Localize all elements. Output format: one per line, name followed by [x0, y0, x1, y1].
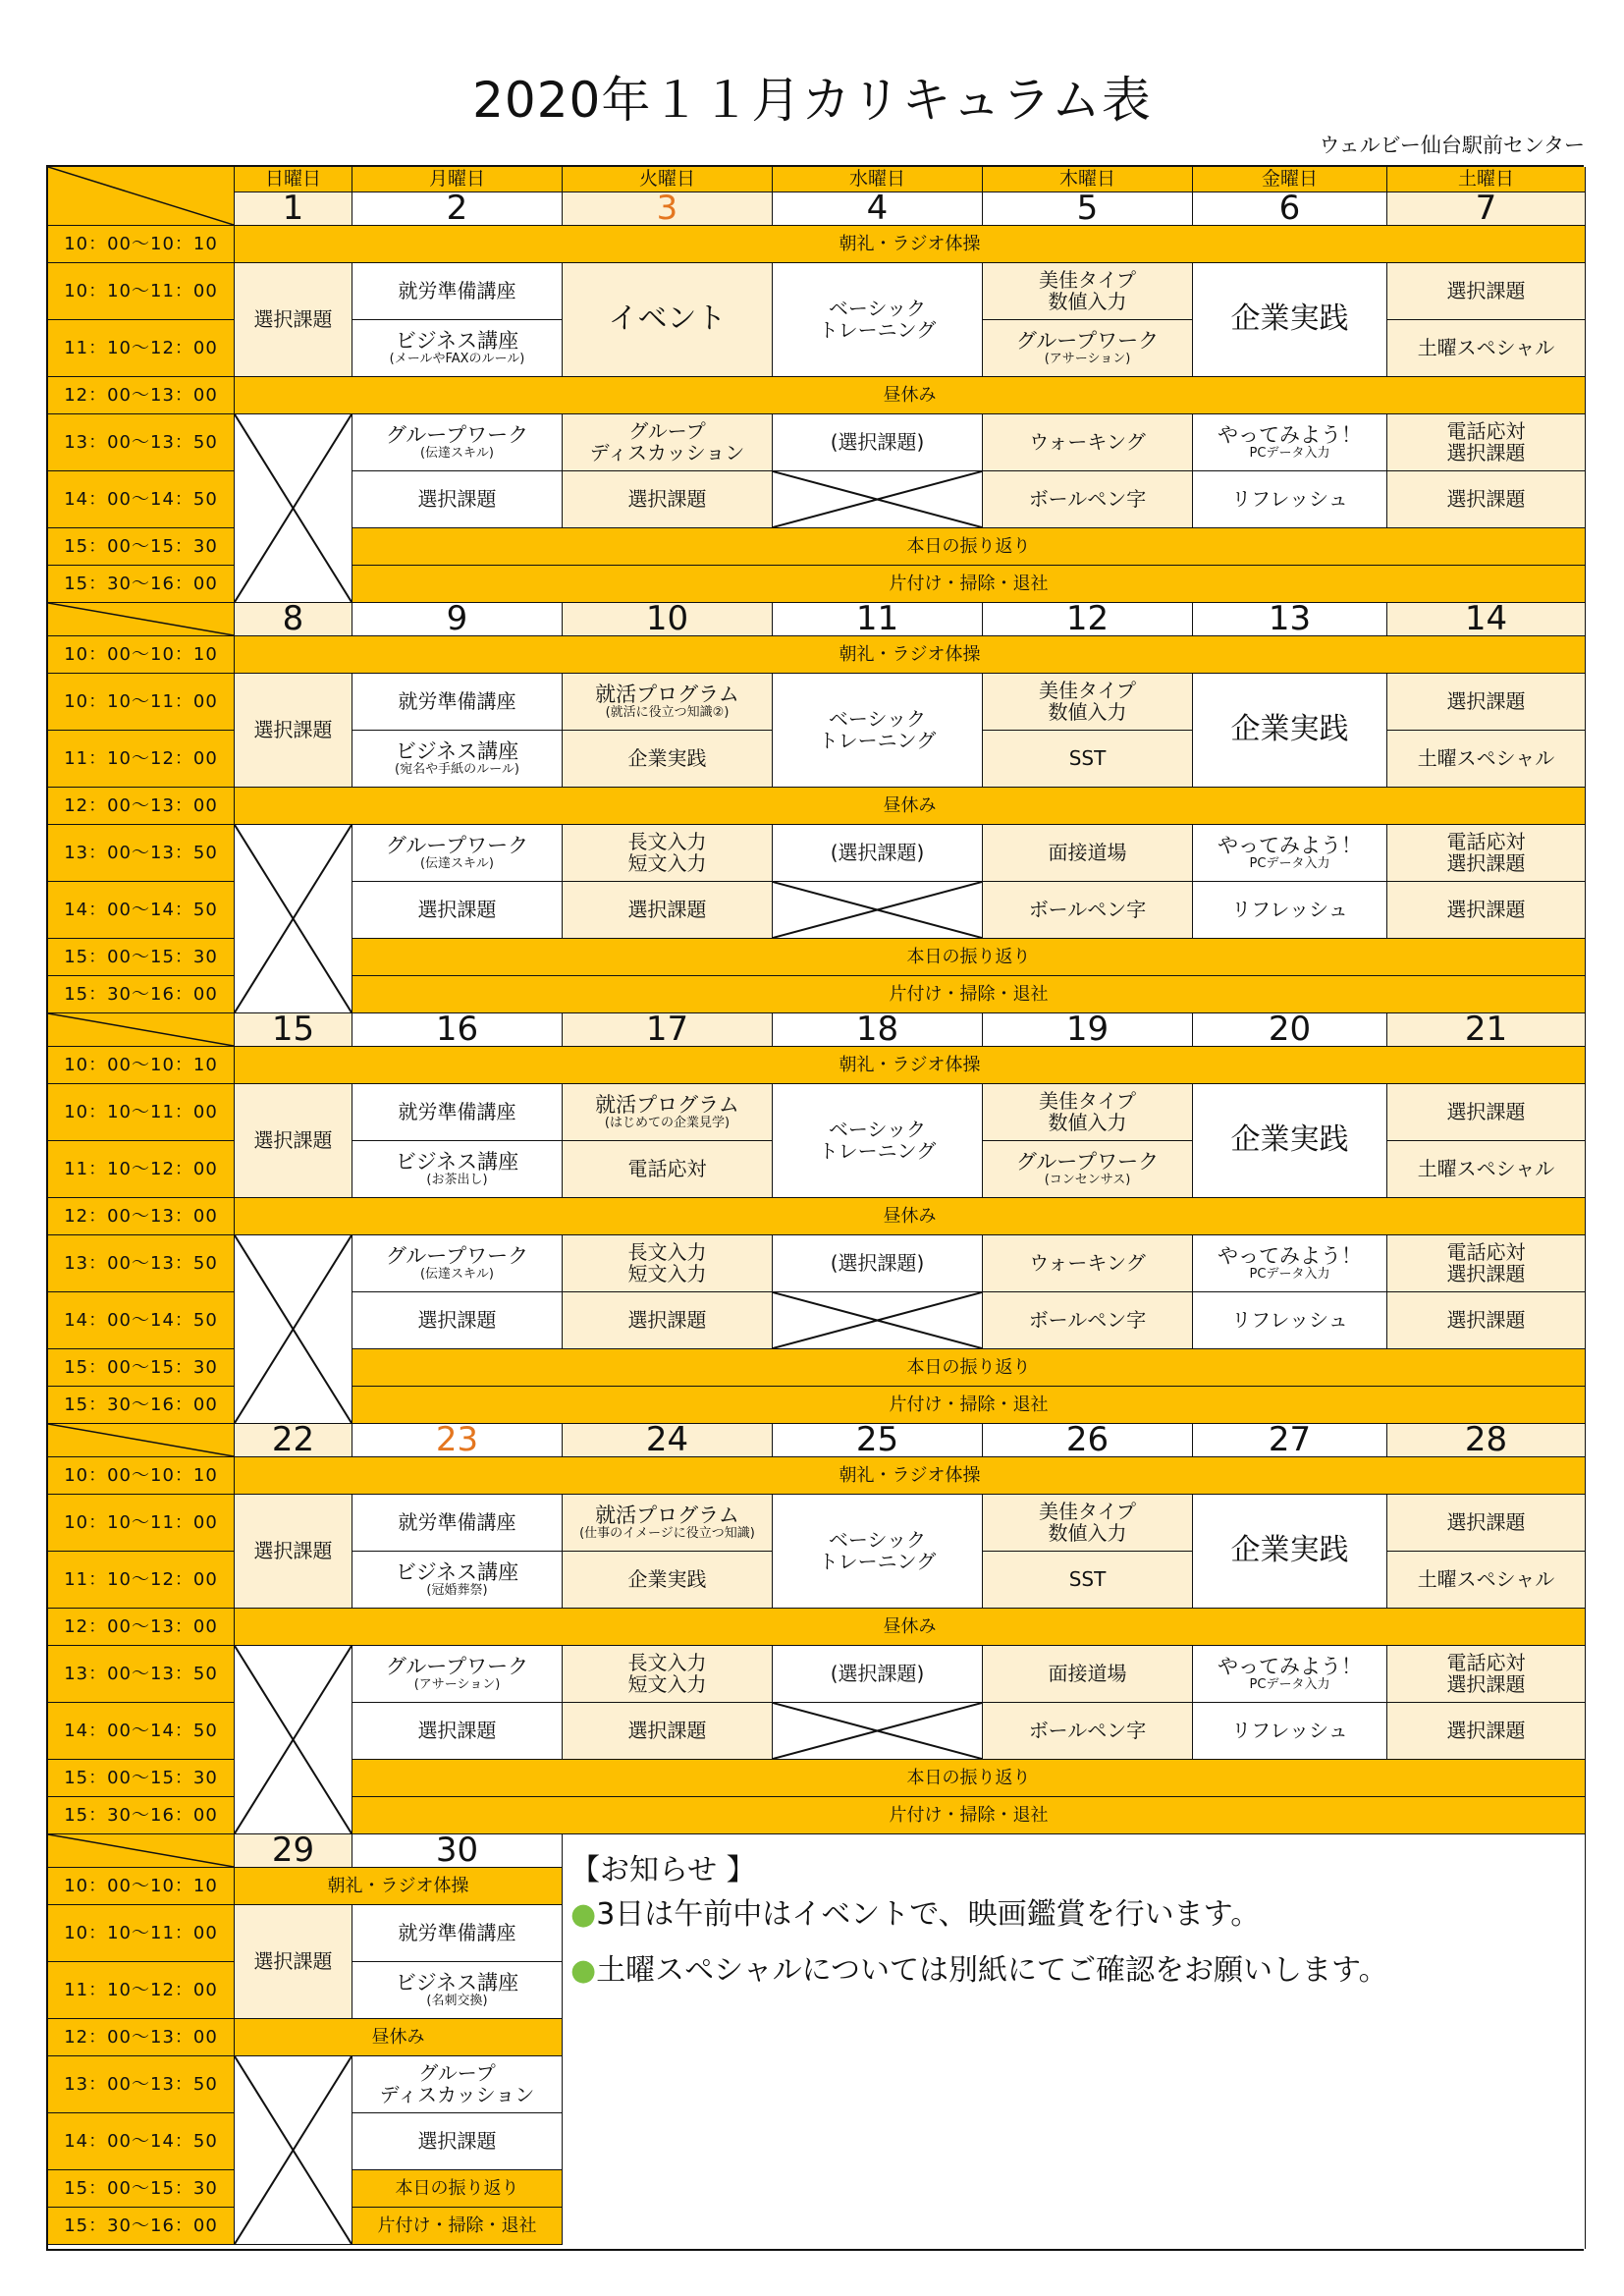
week2-corner-cell — [48, 603, 235, 636]
week4-wed-slot3: (選択課題) — [773, 1646, 983, 1703]
week1-thu-slot3: ウォーキング — [983, 414, 1193, 471]
week3-date-2: 16 — [352, 1013, 563, 1047]
week1-fri-slot3-title: やってみよう！ — [1218, 423, 1362, 448]
notice-item — [570, 1948, 1388, 1993]
week4-tue-slot1-title: 就活プログラム — [595, 1503, 739, 1528]
week2-wed-morning: ベーシック トレーニング — [773, 674, 983, 788]
week4-tue-slot1 — [563, 1495, 773, 1552]
week2-time-t7: 15：00〜15：30 — [48, 939, 235, 976]
notice-item — [570, 1892, 1260, 1937]
week4-mon-slot2-title: ビジネス講座 — [395, 1560, 519, 1585]
week3-time-t7: 15：00〜15：30 — [48, 1349, 235, 1387]
week4-sun-afternoon-empty — [235, 1646, 352, 1834]
week2-band-morning: 朝礼・ラジオ体操 — [235, 636, 1586, 674]
week2-time-t4: 12：00〜13：00 — [48, 788, 235, 825]
week3-thu-slot2-note: (コンセンサス) — [1044, 1172, 1131, 1187]
week5-time-t2: 10：10〜11：00 — [48, 1905, 235, 1962]
weekday-2: 火曜日 — [563, 167, 773, 192]
week3-thu-slot3: ウォーキング — [983, 1235, 1193, 1292]
week3-time-t8: 15：30〜16：00 — [48, 1387, 235, 1424]
week3-date-7: 21 — [1387, 1013, 1586, 1047]
weekday-1: 月曜日 — [352, 167, 563, 192]
week4-tue-slot4: 選択課題 — [563, 1703, 773, 1760]
week4-thu-slot1: 美佳タイプ 数値入力 — [983, 1495, 1193, 1552]
week1-date-3: 3 — [563, 192, 773, 226]
notice-heading: 【お知らせ 】 — [570, 1853, 756, 1887]
corner-diagonal — [48, 1834, 234, 1867]
week3-fri-slot3-note: PCデータ入力 — [1249, 1266, 1330, 1282]
week3-sat-slot3: 電話応対 選択課題 — [1387, 1235, 1586, 1292]
week1-mon-slot3 — [352, 414, 563, 471]
week2-date-7: 14 — [1387, 603, 1586, 636]
week2-fri-slot4: リフレッシュ — [1193, 882, 1387, 939]
week1-fri-slot3-note: PCデータ入力 — [1249, 445, 1330, 461]
week3-date-3: 17 — [563, 1013, 773, 1047]
week1-sun-activity: 選択課題 — [235, 263, 352, 377]
week5-corner-cell — [48, 1834, 235, 1868]
week2-sat-slot1: 選択課題 — [1387, 674, 1586, 731]
week4-wed-slot4-empty-cross — [773, 1703, 982, 1759]
week3-mon-slot2 — [352, 1141, 563, 1198]
week1-time-t8: 15：30〜16：00 — [48, 566, 235, 603]
week2-time-t6: 14：00〜14：50 — [48, 882, 235, 939]
week2-mon-slot2-note: (宛名や手紙のルール) — [395, 761, 519, 777]
corner-diagonal — [48, 603, 234, 635]
week5-time-t3: 11：10〜12：00 — [48, 1962, 235, 2019]
week4-wed-morning: ベーシック トレーニング — [773, 1495, 983, 1609]
week1-wed-slot4-empty — [773, 471, 983, 528]
week5-date-1: 29 — [235, 1834, 352, 1868]
week1-thu-slot2 — [983, 320, 1193, 377]
week4-date-5: 26 — [983, 1424, 1193, 1457]
week4-band-lunch: 昼休み — [235, 1609, 1586, 1646]
week1-time-t1: 10：00〜10：10 — [48, 226, 235, 263]
week4-mon-slot3-note: (アサーション) — [413, 1676, 501, 1692]
week4-mon-slot3-title: グループワーク — [385, 1655, 529, 1679]
week2-sun-afternoon-empty — [235, 825, 352, 1013]
week2-date-5: 12 — [983, 603, 1193, 636]
week1-fri-slot4: リフレッシュ — [1193, 471, 1387, 528]
week5-time-t6: 14：00〜14：50 — [48, 2113, 235, 2170]
week3-sun-afternoon-empty-cross — [235, 1235, 352, 1423]
week2-sun-activity: 選択課題 — [235, 674, 352, 788]
week4-mon-slot4: 選択課題 — [352, 1703, 563, 1760]
week1-time-t6: 14：00〜14：50 — [48, 471, 235, 528]
week4-date-4: 25 — [773, 1424, 983, 1457]
week2-date-6: 13 — [1193, 603, 1387, 636]
week4-corner-cell — [48, 1424, 235, 1457]
week4-date-6: 27 — [1193, 1424, 1387, 1457]
weekday-3: 水曜日 — [773, 167, 983, 192]
week5-time-t5: 13：00〜13：50 — [48, 2056, 235, 2113]
week2-tue-slot1-note: (就活に役立つ知識②) — [605, 704, 730, 720]
week1-mon-slot3-title: グループワーク — [385, 423, 529, 448]
week4-fri-morning: 企業実践 — [1193, 1495, 1387, 1609]
week4-thu-slot4: ボールペン字 — [983, 1703, 1193, 1760]
week4-time-t1: 10：00〜10：10 — [48, 1457, 235, 1495]
week2-thu-slot4: ボールペン字 — [983, 882, 1193, 939]
week2-sun-afternoon-empty-cross — [235, 825, 352, 1012]
week1-mon-slot2-title: ビジネス講座 — [395, 329, 519, 354]
week2-band-review: 本日の振り返り — [352, 939, 1586, 976]
week3-tue-slot1-note: (はじめての企業見学) — [604, 1115, 731, 1130]
week1-thu-slot2-title: グループワーク — [1015, 329, 1160, 354]
week1-wed-slot3: (選択課題) — [773, 414, 983, 471]
weekday-5: 金曜日 — [1193, 167, 1387, 192]
week3-sat-slot4: 選択課題 — [1387, 1292, 1586, 1349]
week3-thu-slot2 — [983, 1141, 1193, 1198]
week2-mon-slot1: 就労準備講座 — [352, 674, 563, 731]
week2-sat-slot4: 選択課題 — [1387, 882, 1586, 939]
corner-cell — [48, 167, 235, 226]
week4-mon-slot3 — [352, 1646, 563, 1703]
week2-tue-slot4: 選択課題 — [563, 882, 773, 939]
week5-time-t4: 12：00〜13：00 — [48, 2019, 235, 2056]
week4-date-1: 22 — [235, 1424, 352, 1457]
week3-date-6: 20 — [1193, 1013, 1387, 1047]
week3-wed-slot3: (選択課題) — [773, 1235, 983, 1292]
week2-thu-slot3: 面接道場 — [983, 825, 1193, 882]
week2-mon-slot2 — [352, 731, 563, 788]
week4-time-t5: 13：00〜13：50 — [48, 1646, 235, 1703]
week3-fri-slot3 — [1193, 1235, 1387, 1292]
week3-mon-slot3-title: グループワーク — [385, 1244, 529, 1269]
week3-time-t4: 12：00〜13：00 — [48, 1198, 235, 1235]
week1-tue-morning: イベント — [563, 263, 773, 377]
week5-time-t8: 15：30〜16：00 — [48, 2208, 235, 2245]
week3-sun-activity: 選択課題 — [235, 1084, 352, 1198]
week4-time-t8: 15：30〜16：00 — [48, 1797, 235, 1834]
week3-thu-slot2-title: グループワーク — [1015, 1150, 1160, 1175]
week4-band-morning: 朝礼・ラジオ体操 — [235, 1457, 1586, 1495]
week1-mon-slot3-note: (伝達スキル) — [419, 445, 494, 461]
week3-sat-slot2: 土曜スペシャル — [1387, 1141, 1586, 1198]
week2-time-t5: 13：00〜13：50 — [48, 825, 235, 882]
week2-time-t1: 10：00〜10：10 — [48, 636, 235, 674]
week2-thu-slot2: SST — [983, 731, 1193, 788]
week4-date-7: 28 — [1387, 1424, 1586, 1457]
week5-mon-slot4: 選択課題 — [352, 2113, 563, 2170]
week1-fri-morning: 企業実践 — [1193, 263, 1387, 377]
week4-thu-slot3: 面接道場 — [983, 1646, 1193, 1703]
week4-fri-slot3 — [1193, 1646, 1387, 1703]
week4-sun-afternoon-empty-cross — [235, 1646, 352, 1833]
week2-mon-slot3 — [352, 825, 563, 882]
week2-fri-morning: 企業実践 — [1193, 674, 1387, 788]
week2-date-2: 9 — [352, 603, 563, 636]
week3-tue-slot4: 選択課題 — [563, 1292, 773, 1349]
week3-mon-slot3-note: (伝達スキル) — [419, 1266, 494, 1282]
week2-tue-slot2: 企業実践 — [563, 731, 773, 788]
week3-mon-slot4: 選択課題 — [352, 1292, 563, 1349]
week3-date-4: 18 — [773, 1013, 983, 1047]
weekday-0: 日曜日 — [235, 167, 352, 192]
week2-band-lunch: 昼休み — [235, 788, 1586, 825]
week1-wed-slot4-empty-cross — [773, 471, 982, 527]
week5-band-cleanup: 片付け・掃除・退社 — [352, 2208, 563, 2245]
week3-time-t3: 11：10〜12：00 — [48, 1141, 235, 1198]
notice-item-text: 土曜スペシャルについては別紙にてご確認をお願いします。 — [596, 1953, 1388, 1988]
week1-sat-slot1: 選択課題 — [1387, 263, 1586, 320]
week3-mon-slot2-note: (お茶出し) — [426, 1172, 488, 1187]
week5-time-t7: 15：00〜15：30 — [48, 2170, 235, 2208]
weekday-6: 土曜日 — [1387, 167, 1586, 192]
week1-wed-morning: ベーシック トレーニング — [773, 263, 983, 377]
week4-sat-slot3: 電話応対 選択課題 — [1387, 1646, 1586, 1703]
week2-mon-slot4: 選択課題 — [352, 882, 563, 939]
week3-tue-slot3: 長文入力 短文入力 — [563, 1235, 773, 1292]
week5-mon-slot1: 就労準備講座 — [352, 1905, 563, 1962]
week4-time-t6: 14：00〜14：50 — [48, 1703, 235, 1760]
week5-sun-afternoon-empty-cross — [235, 2056, 352, 2244]
week1-sat-slot2: 土曜スペシャル — [1387, 320, 1586, 377]
week2-date-4: 11 — [773, 603, 983, 636]
week1-thu-slot2-note: (アサーション) — [1044, 351, 1131, 366]
week5-mon-slot2 — [352, 1962, 563, 2019]
week4-date-3: 24 — [563, 1424, 773, 1457]
week4-thu-slot2: SST — [983, 1552, 1193, 1609]
week3-corner-cell — [48, 1013, 235, 1047]
week1-date-4: 4 — [773, 192, 983, 226]
week4-fri-slot3-title: やってみよう！ — [1218, 1655, 1362, 1679]
week4-tue-slot2: 企業実践 — [563, 1552, 773, 1609]
week3-time-t1: 10：00〜10：10 — [48, 1047, 235, 1084]
week4-mon-slot2 — [352, 1552, 563, 1609]
week1-band-cleanup: 片付け・掃除・退社 — [352, 566, 1586, 603]
week2-mon-slot3-title: グループワーク — [385, 834, 529, 858]
week5-date-2: 30 — [352, 1834, 563, 1868]
week3-date-1: 15 — [235, 1013, 352, 1047]
week1-sat-slot3: 電話応対 選択課題 — [1387, 414, 1586, 471]
week3-band-morning: 朝礼・ラジオ体操 — [235, 1047, 1586, 1084]
week2-sat-slot3: 電話応対 選択課題 — [1387, 825, 1586, 882]
week1-mon-slot1: 就労準備講座 — [352, 263, 563, 320]
week4-fri-slot4: リフレッシュ — [1193, 1703, 1387, 1760]
week3-fri-morning: 企業実践 — [1193, 1084, 1387, 1198]
week4-time-t2: 10：10〜11：00 — [48, 1495, 235, 1552]
week4-mon-slot1: 就労準備講座 — [352, 1495, 563, 1552]
corner-diagonal — [48, 1424, 234, 1456]
page-title: 2020年１１月カリキュラム表 — [472, 72, 1152, 129]
week2-date-3: 10 — [563, 603, 773, 636]
week1-band-lunch: 昼休み — [235, 377, 1586, 414]
week2-tue-slot1 — [563, 674, 773, 731]
week2-wed-slot4-empty-cross — [773, 882, 982, 938]
week1-date-2: 2 — [352, 192, 563, 226]
week1-sat-slot4: 選択課題 — [1387, 471, 1586, 528]
week1-thu-slot1: 美佳タイプ 数値入力 — [983, 263, 1193, 320]
week1-fri-slot3 — [1193, 414, 1387, 471]
week2-band-cleanup: 片付け・掃除・退社 — [352, 976, 1586, 1013]
week2-mon-slot2-title: ビジネス講座 — [395, 739, 519, 764]
week2-tue-slot1-title: 就活プログラム — [595, 683, 739, 707]
week4-band-review: 本日の振り返り — [352, 1760, 1586, 1797]
week3-band-cleanup: 片付け・掃除・退社 — [352, 1387, 1586, 1424]
week4-tue-slot3: 長文入力 短文入力 — [563, 1646, 773, 1703]
week1-date-1: 1 — [235, 192, 352, 226]
week5-band-review: 本日の振り返り — [352, 2170, 563, 2208]
week3-wed-slot4-empty — [773, 1292, 983, 1349]
week5-mon-slot3: グループ ディスカッション — [352, 2056, 563, 2113]
week3-tue-slot1 — [563, 1084, 773, 1141]
week4-fri-slot3-note: PCデータ入力 — [1249, 1676, 1330, 1692]
week4-sat-slot2: 土曜スペシャル — [1387, 1552, 1586, 1609]
week3-wed-slot4-empty-cross — [773, 1292, 982, 1348]
week4-sun-activity: 選択課題 — [235, 1495, 352, 1609]
weekday-4: 木曜日 — [983, 167, 1193, 192]
week4-time-t4: 12：00〜13：00 — [48, 1609, 235, 1646]
week5-mon-slot2-title: ビジネス講座 — [395, 1971, 519, 1995]
week1-date-5: 5 — [983, 192, 1193, 226]
week1-time-t7: 15：00〜15：30 — [48, 528, 235, 566]
week1-time-t3: 11：10〜12：00 — [48, 320, 235, 377]
week4-time-t7: 15：00〜15：30 — [48, 1760, 235, 1797]
week3-thu-slot4: ボールペン字 — [983, 1292, 1193, 1349]
week1-mon-slot2-note: (メールやFAXのルール) — [389, 351, 525, 366]
week3-tue-slot2: 電話応対 — [563, 1141, 773, 1198]
week1-date-6: 6 — [1193, 192, 1387, 226]
week4-tue-slot1-note: (仕事のイメージに役立つ知識) — [579, 1525, 755, 1541]
week1-mon-slot2 — [352, 320, 563, 377]
week2-time-t8: 15：30〜16：00 — [48, 976, 235, 1013]
week5-mon-slot2-note: (名刺交換) — [426, 1993, 488, 2008]
week1-mon-slot4: 選択課題 — [352, 471, 563, 528]
week3-date-5: 19 — [983, 1013, 1193, 1047]
week4-sat-slot1: 選択課題 — [1387, 1495, 1586, 1552]
week3-sun-afternoon-empty — [235, 1235, 352, 1424]
week3-band-lunch: 昼休み — [235, 1198, 1586, 1235]
week3-fri-slot3-title: やってみよう！ — [1218, 1244, 1362, 1269]
week3-band-review: 本日の振り返り — [352, 1349, 1586, 1387]
curriculum-table — [46, 165, 1584, 2251]
week1-band-review: 本日の振り返り — [352, 528, 1586, 566]
week1-thu-slot4: ボールペン字 — [983, 471, 1193, 528]
week4-band-cleanup: 片付け・掃除・退社 — [352, 1797, 1586, 1834]
week4-time-t3: 11：10〜12：00 — [48, 1552, 235, 1609]
week2-wed-slot4-empty — [773, 882, 983, 939]
week1-time-t2: 10：10〜11：00 — [48, 263, 235, 320]
week2-fri-slot3 — [1193, 825, 1387, 882]
week5-band-lunch: 昼休み — [235, 2019, 563, 2056]
center-name: ウェルビー仙台駅前センター — [1319, 134, 1585, 157]
week1-sun-afternoon-empty — [235, 414, 352, 603]
week2-date-1: 8 — [235, 603, 352, 636]
week4-date-2: 23 — [352, 1424, 563, 1457]
week1-time-t4: 12：00〜13：00 — [48, 377, 235, 414]
week3-mon-slot3 — [352, 1235, 563, 1292]
week1-date-7: 7 — [1387, 192, 1586, 226]
week1-sun-afternoon-empty-cross — [235, 414, 352, 602]
bullet-icon: ● — [570, 1897, 597, 1932]
week2-tue-slot3: 長文入力 短文入力 — [563, 825, 773, 882]
week2-time-t3: 11：10〜12：00 — [48, 731, 235, 788]
week2-wed-slot3: (選択課題) — [773, 825, 983, 882]
week3-time-t5: 13：00〜13：50 — [48, 1235, 235, 1292]
week1-band-morning: 朝礼・ラジオ体操 — [235, 226, 1586, 263]
week2-sat-slot2: 土曜スペシャル — [1387, 731, 1586, 788]
week2-thu-slot1: 美佳タイプ 数値入力 — [983, 674, 1193, 731]
week4-mon-slot2-note: (冠婚葬祭) — [426, 1582, 488, 1598]
week2-time-t2: 10：10〜11：00 — [48, 674, 235, 731]
week3-fri-slot4: リフレッシュ — [1193, 1292, 1387, 1349]
week3-wed-morning: ベーシック トレーニング — [773, 1084, 983, 1198]
week3-time-t6: 14：00〜14：50 — [48, 1292, 235, 1349]
week5-sun-afternoon-empty — [235, 2056, 352, 2245]
corner-diagonal — [48, 1013, 234, 1046]
week5-sun-activity: 選択課題 — [235, 1905, 352, 2019]
week1-time-t5: 13：00〜13：50 — [48, 414, 235, 471]
notice-item-text: 3日は午前中はイベントで、映画鑑賞を行います。 — [596, 1897, 1261, 1932]
week1-tue-slot4: 選択課題 — [563, 471, 773, 528]
week5-band-morning: 朝礼・ラジオ体操 — [235, 1868, 563, 1905]
week2-fri-slot3-title: やってみよう！ — [1218, 834, 1362, 858]
week3-mon-slot1: 就労準備講座 — [352, 1084, 563, 1141]
week2-fri-slot3-note: PCデータ入力 — [1249, 855, 1330, 871]
bullet-icon: ● — [570, 1953, 597, 1988]
week3-sat-slot1: 選択課題 — [1387, 1084, 1586, 1141]
week2-mon-slot3-note: (伝達スキル) — [419, 855, 494, 871]
week3-thu-slot1: 美佳タイプ 数値入力 — [983, 1084, 1193, 1141]
corner-diagonal — [48, 167, 234, 225]
week3-time-t2: 10：10〜11：00 — [48, 1084, 235, 1141]
week4-wed-slot4-empty — [773, 1703, 983, 1760]
week5-time-t1: 10：00〜10：10 — [48, 1868, 235, 1905]
week3-tue-slot1-title: 就活プログラム — [595, 1093, 739, 1118]
week1-tue-slot3: グループ ディスカッション — [563, 414, 773, 471]
week3-mon-slot2-title: ビジネス講座 — [395, 1150, 519, 1175]
notice-panel — [563, 1834, 1586, 2249]
week4-sat-slot4: 選択課題 — [1387, 1703, 1586, 1760]
